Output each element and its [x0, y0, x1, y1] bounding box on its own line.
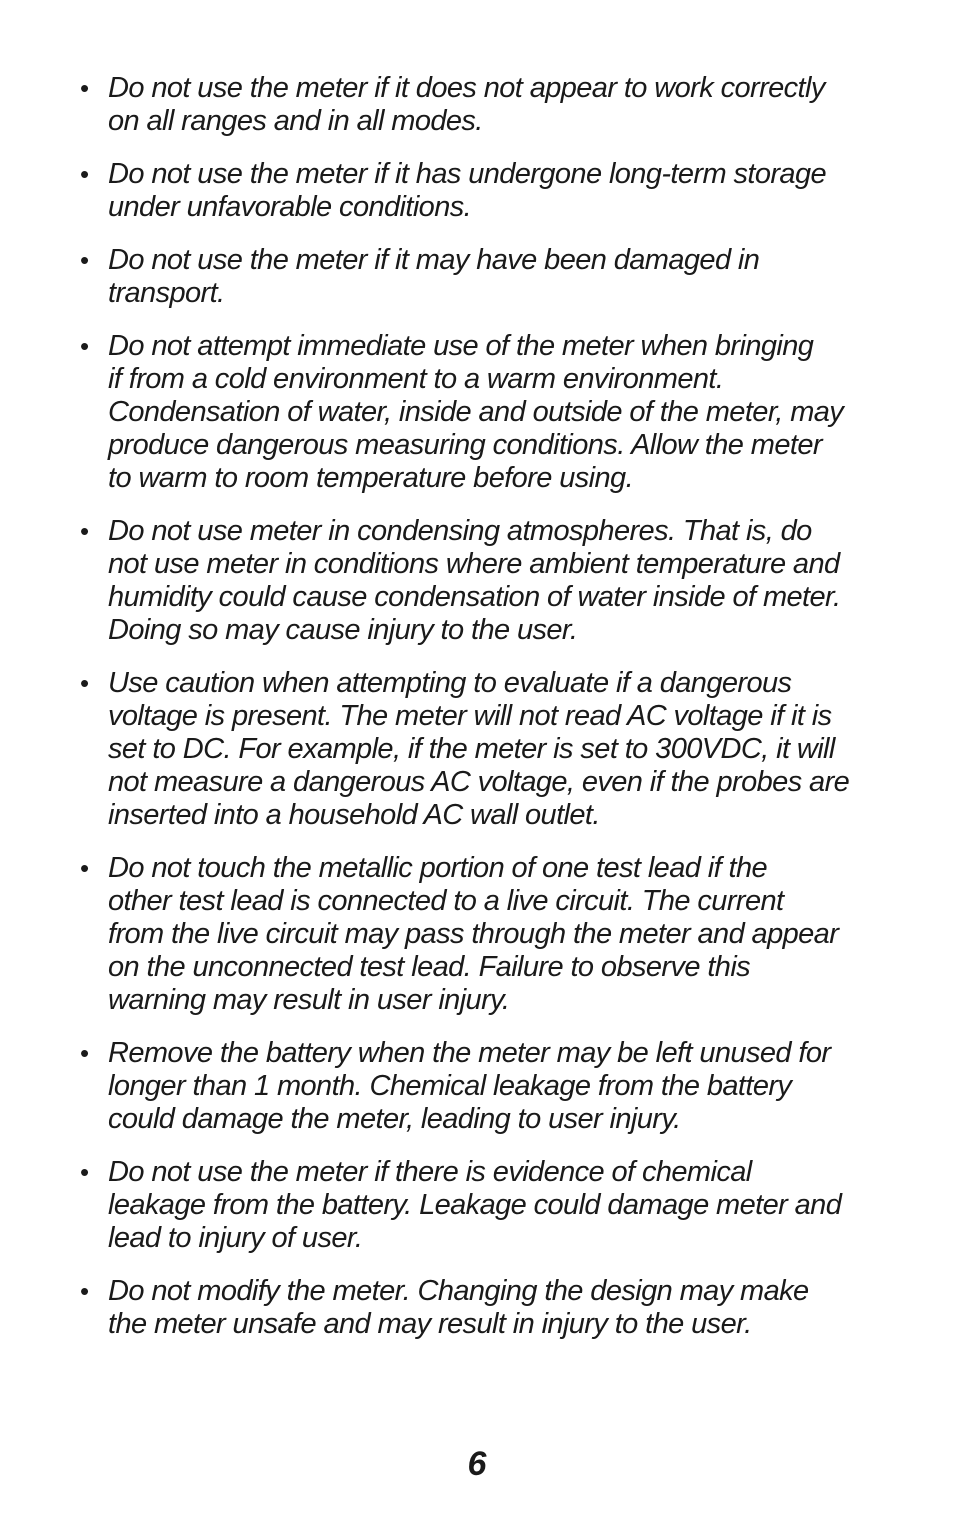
bullet-icon: • [80, 159, 89, 189]
warning-item [78, 330, 898, 495]
bullet-icon: • [80, 1038, 89, 1068]
bullet-icon: • [80, 331, 89, 361]
warning-line: Do not touch the metallic portion of one test lead if the [108, 852, 767, 884]
warning-line: the meter unsafe and may result in injury to the user. [108, 1308, 752, 1340]
bullet-icon: • [80, 516, 89, 546]
warning-item [78, 244, 898, 310]
warning-line: Use caution when attempting to evaluate if a dangerous [108, 667, 792, 699]
warning-line: transport. [108, 277, 225, 309]
warning-item [78, 158, 898, 224]
warning-line: from the live circuit may pass through the meter and appear [108, 918, 839, 950]
warning-line: Do not use the meter if it may have been damaged in [108, 244, 760, 276]
warning-line: set to DC. For example, if the meter is set to 300VDC, it will [108, 733, 835, 765]
warning-line: not use meter in conditions where ambient temperature and [108, 548, 840, 580]
bullet-icon: • [80, 1276, 89, 1306]
warning-line: Do not attempt immediate use of the meter when bringing [108, 330, 814, 362]
bullet-icon: • [80, 1157, 89, 1187]
warning-text [108, 515, 898, 647]
warning-line: Do not use the meter if there is evidence of chemical [108, 1156, 752, 1188]
warning-line: leakage from the battery. Leakage could damage meter and [108, 1189, 842, 1221]
warning-line: produce dangerous measuring conditions. Allow the meter [108, 429, 822, 461]
bullet-icon: • [80, 245, 89, 275]
page-number: 6 [467, 1445, 487, 1483]
warning-text [108, 72, 898, 138]
warning-line: Doing so may cause injury to the user. [108, 614, 578, 646]
warning-line: Condensation of water, inside and outside of the meter, may [108, 396, 844, 428]
bullet-icon: • [80, 668, 89, 698]
warning-line: other test lead is connected to a live circuit. The current [108, 885, 784, 917]
warning-line: Do not use meter in condensing atmospheres. That is, do [108, 515, 812, 547]
warning-line: if from a cold environment to a warm environment. [108, 363, 724, 395]
warning-line: on all ranges and in all modes. [108, 105, 483, 137]
warning-line: Do not use the meter if it has undergone long-term storage [108, 158, 827, 190]
warning-line: humidity could cause condensation of water inside of meter. [108, 581, 841, 613]
warning-text [108, 667, 898, 832]
warning-item [78, 1156, 898, 1255]
warning-line: warning may result in user injury. [108, 984, 510, 1016]
safety-warnings-list [78, 72, 898, 1361]
warning-line: longer than 1 month. Chemical leakage from the battery [108, 1070, 792, 1102]
bullet-icon: • [80, 853, 89, 883]
warning-line: Do not use the meter if it does not appear to work correctly [108, 72, 825, 104]
warning-line: Do not modify the meter. Changing the design may make [108, 1275, 809, 1307]
warning-line: inserted into a household AC wall outlet. [108, 799, 600, 831]
warning-line: lead to injury of user. [108, 1222, 363, 1254]
warning-line: under unfavorable conditions. [108, 191, 472, 223]
warning-item [78, 72, 898, 138]
warning-text [108, 330, 898, 495]
warning-text [108, 244, 898, 310]
warning-item [78, 852, 898, 1017]
warning-text [108, 1037, 898, 1136]
warning-text [108, 1156, 898, 1255]
bullet-icon: • [80, 73, 89, 103]
warning-line: to warm to room temperature before using. [108, 462, 634, 494]
warning-line: Remove the battery when the meter may be left unused for [108, 1037, 831, 1069]
warning-item [78, 1275, 898, 1341]
warning-text [108, 158, 898, 224]
warning-item [78, 1037, 898, 1136]
warning-text [108, 852, 898, 1017]
warning-item [78, 667, 898, 832]
warning-line: voltage is present. The meter will not read AC voltage if it is [108, 700, 832, 732]
warning-text [108, 1275, 898, 1341]
warning-line: on the unconnected test lead. Failure to observe this [108, 951, 751, 983]
warning-line: not measure a dangerous AC voltage, even if the probes are [108, 766, 850, 798]
warning-line: could damage the meter, leading to user injury. [108, 1103, 681, 1135]
warning-item [78, 515, 898, 647]
